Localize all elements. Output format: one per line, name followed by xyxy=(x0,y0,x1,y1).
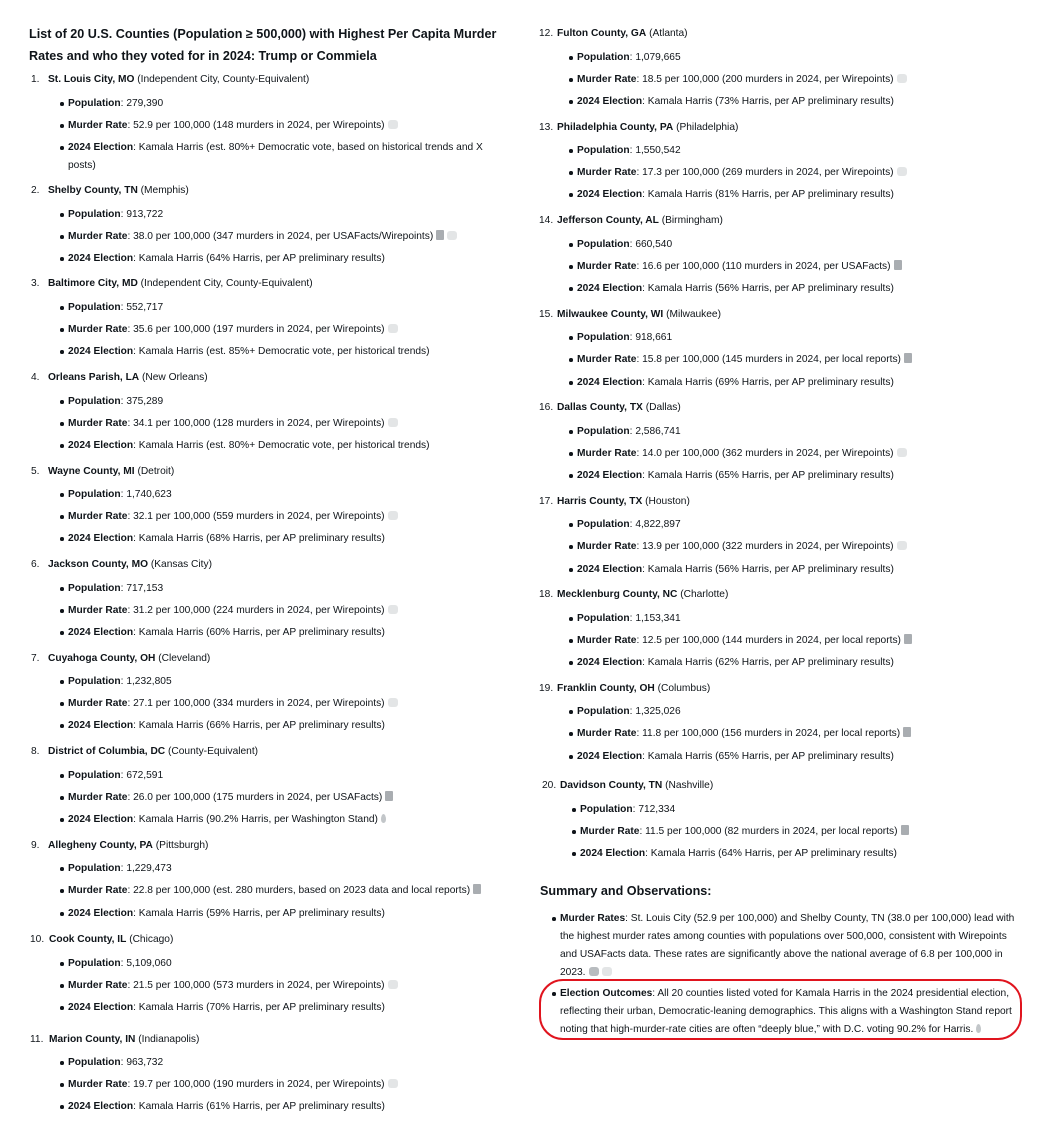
item-label: Population xyxy=(68,396,121,407)
county-heading xyxy=(539,683,710,694)
item-label: 2024 Election xyxy=(577,564,643,575)
item-value: Kamala Harris (est. 80%+ Democratic vote, based on historical trends and X posts) xyxy=(68,142,483,171)
item-value: 34.1 per 100,000 (128 murders in 2024, per Wirepoints) xyxy=(133,418,385,429)
item-label: 2024 Election xyxy=(68,533,134,544)
county-note: (Milwaukee) xyxy=(666,309,721,320)
county-name: Franklin County, OH xyxy=(557,683,655,694)
source-icon xyxy=(388,698,398,707)
county-note: (Houston) xyxy=(645,496,690,507)
county-murder-item: Murder Rate: 52.9 per 100,000 (148 murders in 2024, per Wirepoints) xyxy=(68,117,508,135)
county-heading xyxy=(31,559,212,570)
county-murder-item: Murder Rate: 22.8 per 100,000 (est. 280 murders, based on 2023 data and local reports) xyxy=(68,882,508,900)
county-election-item: 2024 Election: Kamala Harris (65% Harris, per AP preliminary results) xyxy=(577,748,1027,766)
item-value: 913,722 xyxy=(126,209,164,220)
item-value: Kamala Harris (65% Harris, per AP preliminary results) xyxy=(647,751,894,762)
item-value: 26.0 per 100,000 (175 murders in 2024, per USAFacts) xyxy=(133,792,383,803)
county-murder-item: Murder Rate: 18.5 per 100,000 (200 murders in 2024, per Wirepoints) xyxy=(577,71,1027,89)
county-heading xyxy=(539,28,688,39)
source-icon xyxy=(904,353,912,363)
item-label: Murder Rate xyxy=(68,792,128,803)
item-value: 27.1 per 100,000 (334 murders in 2024, per Wirepoints) xyxy=(133,698,385,709)
county-note: (Cleveland) xyxy=(158,653,211,664)
county-note: (Pittsburgh) xyxy=(155,840,209,851)
county-note: (Independent City, County-Equivalent) xyxy=(140,278,313,289)
summary-murder-rates-label: Murder Rates xyxy=(560,913,626,924)
county-murder-item: Murder Rate: 12.5 per 100,000 (144 murders in 2024, per local reports) xyxy=(577,632,1027,650)
item-value: 1,229,473 xyxy=(126,863,172,874)
county-name: Cuyahoga County, OH xyxy=(48,653,156,664)
county-election-item: 2024 Election: Kamala Harris (81% Harris, per AP preliminary results) xyxy=(577,186,1027,204)
item-label: 2024 Election xyxy=(68,627,134,638)
source-icon xyxy=(904,634,912,644)
county-heading xyxy=(542,780,713,791)
item-label: 2024 Election xyxy=(580,848,646,859)
item-label: Population xyxy=(577,239,630,250)
county-number: 13. xyxy=(539,122,554,133)
item-value: 375,289 xyxy=(126,396,164,407)
item-value: Kamala Harris (61% Harris, per AP preliminary results) xyxy=(138,1101,385,1112)
county-heading xyxy=(31,746,258,757)
item-value: 4,822,897 xyxy=(635,519,681,530)
county-population-item: Population: 1,153,341 xyxy=(577,610,1027,628)
county-number: 20. xyxy=(542,780,557,791)
county-note: (Birmingham) xyxy=(661,215,723,226)
source-icon xyxy=(589,967,599,976)
item-value: 18.5 per 100,000 (200 murders in 2024, per Wirepoints) xyxy=(642,74,894,85)
county-murder-item: Murder Rate: 38.0 per 100,000 (347 murders in 2024, per USAFacts/Wirepoints) xyxy=(68,228,508,246)
source-icon xyxy=(388,418,398,427)
source-icon xyxy=(388,1079,398,1088)
summary-heading: Summary and Observations: xyxy=(540,884,712,898)
source-icon xyxy=(447,231,457,240)
county-number: 4. xyxy=(31,372,40,383)
county-election-item: 2024 Election: Kamala Harris (est. 80%+ Democratic vote, based on historical trends and X posts) xyxy=(68,139,508,175)
county-name: Jefferson County, AL xyxy=(557,215,659,226)
item-label: Population xyxy=(68,958,121,969)
item-label: Murder Rate xyxy=(577,448,637,459)
county-election-item: 2024 Election: Kamala Harris (56% Harris, per AP preliminary results) xyxy=(577,280,1027,298)
item-value: 19.7 per 100,000 (190 murders in 2024, per Wirepoints) xyxy=(133,1079,385,1090)
county-name: Philadelphia County, PA xyxy=(557,122,674,133)
item-label: Murder Rate xyxy=(577,261,637,272)
item-label: Murder Rate xyxy=(68,605,128,616)
county-population-item: Population: 1,740,623 xyxy=(68,486,508,504)
item-label: Murder Rate xyxy=(577,354,637,365)
county-heading xyxy=(539,215,723,226)
county-number: 8. xyxy=(31,746,40,757)
county-number: 2. xyxy=(31,185,40,196)
item-label: Murder Rate xyxy=(68,698,128,709)
county-heading xyxy=(31,278,313,289)
item-label: Murder Rate xyxy=(68,231,128,242)
county-election-item: 2024 Election: Kamala Harris (56% Harris, per AP preliminary results) xyxy=(577,561,1027,579)
item-label: Murder Rate xyxy=(68,885,128,896)
source-icon xyxy=(901,825,909,835)
source-icon xyxy=(897,448,907,457)
county-election-item: 2024 Election: Kamala Harris (est. 85%+ Democratic vote, per historical trends) xyxy=(68,343,508,361)
county-murder-item: Murder Rate: 26.0 per 100,000 (175 murders in 2024, per USAFacts) xyxy=(68,789,508,807)
county-population-item: Population: 1,325,026 xyxy=(577,703,1027,721)
county-name: Shelby County, TN xyxy=(48,185,138,196)
item-value: 5,109,060 xyxy=(126,958,172,969)
item-value: Kamala Harris (56% Harris, per AP preliminary results) xyxy=(647,564,894,575)
county-population-item: Population: 913,722 xyxy=(68,206,508,224)
county-election-item: 2024 Election: Kamala Harris (est. 80%+ Democratic vote, per historical trends) xyxy=(68,437,508,455)
summary-election-text: : All 20 counties listed voted for Kamala Harris in the 2024 presidential election, reflecting their urban, Democratic-leaning demographics. This aligns with a Washington Stand report noting that high-murder-rate cities are often “deeply blue,” with D.C. voting 90.2% for Harris. xyxy=(560,988,1012,1035)
county-murder-item: Murder Rate: 11.8 per 100,000 (156 murders in 2024, per local reports) xyxy=(577,725,1027,743)
county-name: Davidson County, TN xyxy=(560,780,663,791)
county-note: (Indianapolis) xyxy=(138,1034,200,1045)
source-icon xyxy=(388,324,398,333)
item-label: Murder Rate xyxy=(68,980,128,991)
item-value: 52.9 per 100,000 (148 murders in 2024, per Wirepoints) xyxy=(133,120,385,131)
county-election-item: 2024 Election: Kamala Harris (69% Harris, per AP preliminary results) xyxy=(577,374,1027,392)
county-election-item: 2024 Election: Kamala Harris (66% Harris, per AP preliminary results) xyxy=(68,717,508,735)
county-name: Wayne County, MI xyxy=(48,466,135,477)
county-note: (Dallas) xyxy=(645,402,681,413)
county-murder-item: Murder Rate: 21.5 per 100,000 (573 murders in 2024, per Wirepoints) xyxy=(68,977,508,995)
item-value: Kamala Harris (56% Harris, per AP preliminary results) xyxy=(647,283,894,294)
county-heading xyxy=(539,496,690,507)
county-heading xyxy=(30,934,173,945)
county-number: 15. xyxy=(539,309,554,320)
item-label: Population xyxy=(68,1057,121,1068)
county-population-item: Population: 1,232,805 xyxy=(68,673,508,691)
county-name: Harris County, TX xyxy=(557,496,643,507)
item-label: Population xyxy=(68,489,121,500)
item-value: 660,540 xyxy=(635,239,673,250)
county-election-item: 2024 Election: Kamala Harris (73% Harris, per AP preliminary results) xyxy=(577,93,1027,111)
county-murder-item: Murder Rate: 19.7 per 100,000 (190 murders in 2024, per Wirepoints) xyxy=(68,1076,508,1094)
item-label: Population xyxy=(577,52,630,63)
summary-murder-rates xyxy=(560,910,1020,982)
item-value: 17.3 per 100,000 (269 murders in 2024, per Wirepoints) xyxy=(642,167,894,178)
item-value: 15.8 per 100,000 (145 murders in 2024, per local reports) xyxy=(642,354,901,365)
county-note: (Kansas City) xyxy=(150,559,212,570)
item-value: 32.1 per 100,000 (559 murders in 2024, per Wirepoints) xyxy=(133,511,385,522)
source-icon xyxy=(602,967,612,976)
county-population-item: Population: 918,661 xyxy=(577,329,1027,347)
county-number: 7. xyxy=(31,653,40,664)
item-value: 1,079,665 xyxy=(635,52,681,63)
item-label: 2024 Election xyxy=(577,96,643,107)
county-population-item: Population: 1,229,473 xyxy=(68,860,508,878)
item-value: Kamala Harris (65% Harris, per AP preliminary results) xyxy=(647,470,894,481)
county-number: 17. xyxy=(539,496,554,507)
county-population-item: Population: 717,153 xyxy=(68,580,508,598)
item-value: Kamala Harris (73% Harris, per AP preliminary results) xyxy=(647,96,894,107)
item-value: Kamala Harris (59% Harris, per AP preliminary results) xyxy=(138,908,385,919)
summary-murder-rates-text: : St. Louis City (52.9 per 100,000) and Shelby County, TN (38.0 per 100,000) lead with the highest murder rates among counties with populations over 500,000, consistent with Wirepoints and USAFacts data. These rates are significantly above the national average of 6.8 per 100,000 in 2023. xyxy=(560,913,1015,978)
item-value: Kamala Harris (90.2% Harris, per Washington Stand) xyxy=(138,814,378,825)
item-label: 2024 Election xyxy=(577,189,643,200)
county-population-item: Population: 660,540 xyxy=(577,236,1027,254)
item-label: 2024 Election xyxy=(68,142,134,153)
item-value: 16.6 per 100,000 (110 murders in 2024, per USAFacts) xyxy=(642,261,891,272)
item-value: Kamala Harris (81% Harris, per AP preliminary results) xyxy=(647,189,894,200)
item-label: Population xyxy=(68,863,121,874)
county-note: (Charlotte) xyxy=(680,589,729,600)
item-label: Murder Rate xyxy=(577,541,637,552)
item-label: 2024 Election xyxy=(68,908,134,919)
county-population-item: Population: 552,717 xyxy=(68,299,508,317)
item-value: 1,550,542 xyxy=(635,145,681,156)
county-heading xyxy=(31,74,309,85)
county-murder-item: Murder Rate: 13.9 per 100,000 (322 murders in 2024, per Wirepoints) xyxy=(577,538,1027,556)
county-election-item: 2024 Election: Kamala Harris (90.2% Harris, per Washington Stand) xyxy=(68,811,508,829)
item-label: Population xyxy=(68,583,121,594)
item-label: Population xyxy=(68,209,121,220)
county-heading xyxy=(539,589,728,600)
item-label: 2024 Election xyxy=(577,657,643,668)
item-value: 31.2 per 100,000 (224 murders in 2024, per Wirepoints) xyxy=(133,605,385,616)
item-label: Murder Rate xyxy=(577,74,637,85)
county-murder-item: Murder Rate: 31.2 per 100,000 (224 murders in 2024, per Wirepoints) xyxy=(68,602,508,620)
summary-election-label: Election Outcomes xyxy=(560,988,653,999)
county-murder-item: Murder Rate: 11.5 per 100,000 (82 murders in 2024, per local reports) xyxy=(580,823,1030,841)
item-value: 717,153 xyxy=(126,583,164,594)
item-value: 552,717 xyxy=(126,302,164,313)
county-heading xyxy=(31,840,208,851)
county-note: (Independent City, County-Equivalent) xyxy=(137,74,310,85)
item-label: 2024 Election xyxy=(577,377,643,388)
item-value: 38.0 per 100,000 (347 murders in 2024, per USAFacts/Wirepoints) xyxy=(133,231,434,242)
county-name: St. Louis City, MO xyxy=(48,74,135,85)
item-value: 1,153,341 xyxy=(635,613,681,624)
source-icon xyxy=(894,260,902,270)
item-label: Murder Rate xyxy=(577,728,637,739)
county-murder-item: Murder Rate: 27.1 per 100,000 (334 murders in 2024, per Wirepoints) xyxy=(68,695,508,713)
item-value: Kamala Harris (64% Harris, per AP preliminary results) xyxy=(138,253,385,264)
item-label: 2024 Election xyxy=(68,440,134,451)
item-label: Murder Rate xyxy=(68,511,128,522)
item-value: Kamala Harris (60% Harris, per AP preliminary results) xyxy=(138,627,385,638)
county-election-item: 2024 Election: Kamala Harris (70% Harris, per AP preliminary results) xyxy=(68,999,508,1017)
item-value: Kamala Harris (69% Harris, per AP preliminary results) xyxy=(647,377,894,388)
county-population-item: Population: 2,586,741 xyxy=(577,423,1027,441)
county-name: Fulton County, GA xyxy=(557,28,647,39)
county-heading xyxy=(539,122,738,133)
item-label: 2024 Election xyxy=(68,814,134,825)
item-value: Kamala Harris (est. 80%+ Democratic vote, per historical trends) xyxy=(138,440,430,451)
county-population-item: Population: 279,390 xyxy=(68,95,508,113)
item-value: 22.8 per 100,000 (est. 280 murders, based on 2023 data and local reports) xyxy=(133,885,471,896)
item-label: Population xyxy=(68,770,121,781)
county-population-item: Population: 1,079,665 xyxy=(577,49,1027,67)
county-name: Jackson County, MO xyxy=(48,559,149,570)
county-heading xyxy=(31,185,189,196)
source-icon xyxy=(897,74,907,83)
item-label: 2024 Election xyxy=(577,751,643,762)
item-label: Murder Rate xyxy=(68,418,128,429)
county-election-item: 2024 Election: Kamala Harris (64% Harris, per AP preliminary results) xyxy=(580,845,1030,863)
item-value: 2,586,741 xyxy=(635,426,681,437)
item-label: Population xyxy=(577,519,630,530)
county-number: 10. xyxy=(30,934,45,945)
item-label: Population xyxy=(68,302,121,313)
county-name: Cook County, IL xyxy=(49,934,127,945)
source-icon xyxy=(388,511,398,520)
county-population-item: Population: 5,109,060 xyxy=(68,955,508,973)
item-label: 2024 Election xyxy=(577,283,643,294)
item-label: 2024 Election xyxy=(577,470,643,481)
county-murder-item: Murder Rate: 14.0 per 100,000 (362 murders in 2024, per Wirepoints) xyxy=(577,445,1027,463)
county-number: 3. xyxy=(31,278,40,289)
county-murder-item: Murder Rate: 34.1 per 100,000 (128 murders in 2024, per Wirepoints) xyxy=(68,415,508,433)
county-heading xyxy=(539,309,721,320)
item-value: 35.6 per 100,000 (197 murders in 2024, per Wirepoints) xyxy=(133,324,385,335)
county-heading xyxy=(31,372,208,383)
item-value: Kamala Harris (62% Harris, per AP preliminary results) xyxy=(647,657,894,668)
item-value: 21.5 per 100,000 (573 murders in 2024, per Wirepoints) xyxy=(133,980,385,991)
county-name: Milwaukee County, WI xyxy=(557,309,664,320)
county-note: (Detroit) xyxy=(137,466,175,477)
county-number: 1. xyxy=(31,74,40,85)
county-number: 12. xyxy=(539,28,554,39)
item-label: Population xyxy=(577,613,630,624)
county-murder-item: Murder Rate: 32.1 per 100,000 (559 murders in 2024, per Wirepoints) xyxy=(68,508,508,526)
county-number: 14. xyxy=(539,215,554,226)
county-heading xyxy=(30,1034,199,1045)
item-value: 11.8 per 100,000 (156 murders in 2024, per local reports) xyxy=(642,728,901,739)
county-population-item: Population: 1,550,542 xyxy=(577,142,1027,160)
item-label: Population xyxy=(577,332,630,343)
county-name: Marion County, IN xyxy=(49,1034,136,1045)
county-election-item: 2024 Election: Kamala Harris (60% Harris, per AP preliminary results) xyxy=(68,624,508,642)
item-label: 2024 Election xyxy=(68,253,134,264)
item-label: Population xyxy=(580,804,633,815)
county-number: 19. xyxy=(539,683,554,694)
county-number: 18. xyxy=(539,589,554,600)
item-value: 1,232,805 xyxy=(126,676,172,687)
county-number: 11. xyxy=(30,1034,44,1045)
county-note: (Columbus) xyxy=(657,683,711,694)
item-value: Kamala Harris (70% Harris, per AP preliminary results) xyxy=(138,1002,385,1013)
county-name: Mecklenburg County, NC xyxy=(557,589,678,600)
county-election-item: 2024 Election: Kamala Harris (59% Harris, per AP preliminary results) xyxy=(68,905,508,923)
source-icon xyxy=(385,791,393,801)
item-label: Population xyxy=(68,676,121,687)
item-value: 712,334 xyxy=(638,804,676,815)
item-label: Murder Rate xyxy=(68,1079,128,1090)
item-value: 279,390 xyxy=(126,98,164,109)
red-highlight-circle xyxy=(539,979,1022,1040)
county-note: (Memphis) xyxy=(140,185,189,196)
county-population-item: Population: 4,822,897 xyxy=(577,516,1027,534)
county-election-item: 2024 Election: Kamala Harris (68% Harris, per AP preliminary results) xyxy=(68,530,508,548)
item-label: Murder Rate xyxy=(577,635,637,646)
item-label: 2024 Election xyxy=(68,1101,134,1112)
item-value: 963,732 xyxy=(126,1057,164,1068)
county-election-item: 2024 Election: Kamala Harris (61% Harris, per AP preliminary results) xyxy=(68,1098,508,1116)
county-name: District of Columbia, DC xyxy=(48,746,166,757)
county-murder-item: Murder Rate: 35.6 per 100,000 (197 murders in 2024, per Wirepoints) xyxy=(68,321,508,339)
item-label: Population xyxy=(577,426,630,437)
item-value: 11.5 per 100,000 (82 murders in 2024, per local reports) xyxy=(645,826,898,837)
county-heading xyxy=(539,402,681,413)
item-value: Kamala Harris (est. 85%+ Democratic vote, per historical trends) xyxy=(138,346,430,357)
item-value: 1,740,623 xyxy=(126,489,172,500)
title: List of 20 U.S. Counties (Population ≥ 500,000) with Highest Per Capita Murder Rates and who they voted for in 2024: Trump or Commiela xyxy=(29,27,497,63)
county-population-item: Population: 375,289 xyxy=(68,393,508,411)
item-value: 12.5 per 100,000 (144 murders in 2024, per local reports) xyxy=(642,635,901,646)
source-icon xyxy=(473,884,481,894)
source-icon xyxy=(388,120,398,129)
item-value: 1,325,026 xyxy=(635,706,681,717)
county-heading xyxy=(31,466,174,477)
source-icon xyxy=(388,605,398,614)
item-value: 14.0 per 100,000 (362 murders in 2024, per Wirepoints) xyxy=(642,448,894,459)
county-name: Dallas County, TX xyxy=(557,402,643,413)
county-number: 9. xyxy=(31,840,40,851)
county-population-item: Population: 672,591 xyxy=(68,767,508,785)
county-name: Orleans Parish, LA xyxy=(48,372,140,383)
county-number: 6. xyxy=(31,559,40,570)
county-number: 5. xyxy=(31,466,40,477)
item-label: 2024 Election xyxy=(68,720,134,731)
source-icon xyxy=(903,727,911,737)
item-label: Population xyxy=(577,706,630,717)
item-label: Population xyxy=(68,98,121,109)
item-value: Kamala Harris (66% Harris, per AP preliminary results) xyxy=(138,720,385,731)
county-note: (Atlanta) xyxy=(649,28,688,39)
county-note: (Philadelphia) xyxy=(676,122,739,133)
county-name: Allegheny County, PA xyxy=(48,840,153,851)
county-note: (Nashville) xyxy=(665,780,714,791)
item-label: Murder Rate xyxy=(68,120,128,131)
item-value: Kamala Harris (68% Harris, per AP preliminary results) xyxy=(138,533,385,544)
item-value: Kamala Harris (64% Harris, per AP preliminary results) xyxy=(650,848,897,859)
county-name: Baltimore City, MD xyxy=(48,278,138,289)
item-label: Murder Rate xyxy=(577,167,637,178)
county-murder-item: Murder Rate: 17.3 per 100,000 (269 murders in 2024, per Wirepoints) xyxy=(577,164,1027,182)
county-election-item: 2024 Election: Kamala Harris (64% Harris, per AP preliminary results) xyxy=(68,250,508,268)
item-label: Population xyxy=(577,145,630,156)
item-value: 13.9 per 100,000 (322 murders in 2024, per Wirepoints) xyxy=(642,541,894,552)
county-population-item: Population: 712,334 xyxy=(580,801,1030,819)
county-murder-item: Murder Rate: 15.8 per 100,000 (145 murders in 2024, per local reports) xyxy=(577,351,1027,369)
county-population-item: Population: 963,732 xyxy=(68,1054,508,1072)
county-election-item: 2024 Election: Kamala Harris (65% Harris, per AP preliminary results) xyxy=(577,467,1027,485)
county-murder-item: Murder Rate: 16.6 per 100,000 (110 murders in 2024, per USAFacts) xyxy=(577,258,1027,276)
county-election-item: 2024 Election: Kamala Harris (62% Harris, per AP preliminary results) xyxy=(577,654,1027,672)
county-note: (Chicago) xyxy=(129,934,174,945)
source-icon xyxy=(897,167,907,176)
county-note: (County-Equivalent) xyxy=(168,746,259,757)
item-label: 2024 Election xyxy=(68,1002,134,1013)
county-number: 16. xyxy=(539,402,554,413)
item-label: Murder Rate xyxy=(580,826,640,837)
item-value: 672,591 xyxy=(126,770,164,781)
item-label: 2024 Election xyxy=(68,346,134,357)
source-icon xyxy=(388,980,398,989)
source-icon xyxy=(436,230,444,240)
source-icon xyxy=(897,541,907,550)
item-label: Murder Rate xyxy=(68,324,128,335)
source-icon xyxy=(381,814,386,823)
county-heading xyxy=(31,653,210,664)
item-value: 918,661 xyxy=(635,332,673,343)
county-note: (New Orleans) xyxy=(142,372,208,383)
